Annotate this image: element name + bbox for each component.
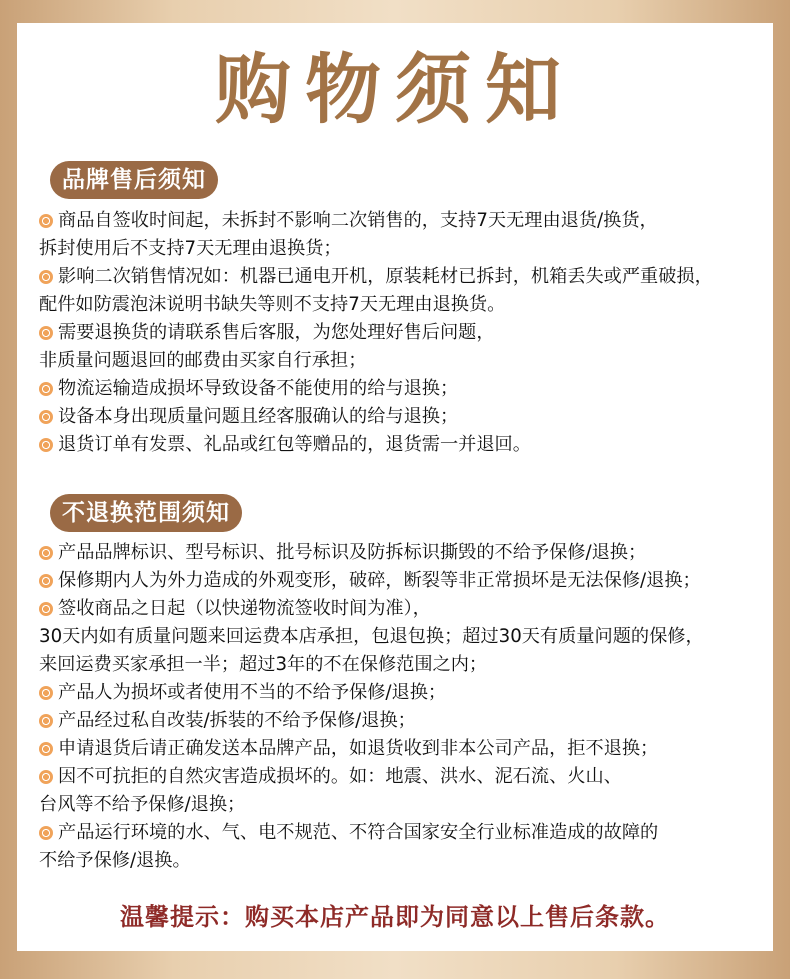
bullet-icon: [39, 326, 53, 340]
bullet-icon: [39, 742, 53, 756]
list-item: [39, 207, 769, 235]
list-item-text: 台风等不给予保修/退换；: [39, 794, 246, 815]
list-item-text: 退货订单有发票、礼品或红包等赠品的，退货需一并退回。: [58, 434, 531, 455]
list-item: [39, 347, 769, 375]
list-item-text: 不给予保修/退换。: [39, 850, 191, 871]
list-item: [39, 403, 769, 431]
bullet-icon: [39, 714, 53, 728]
bullet-icon: [39, 602, 53, 616]
list-item-text: 拆封使用后不支持7天无理由退换货；: [39, 238, 342, 259]
section-heading-after-sales: 品牌售后须知: [50, 161, 218, 199]
list-item: [39, 431, 769, 459]
bullet-icon: [39, 574, 53, 588]
list-item-text: 商品自签收时间起，未拆封不影响二次销售的，支持7天无理由退货/换货，: [58, 210, 658, 231]
list-item: [39, 847, 769, 875]
list-item: [39, 567, 769, 595]
bullet-icon: [39, 686, 53, 700]
list-item: [39, 375, 769, 403]
list-item: [39, 263, 769, 291]
bullet-icon: [39, 438, 53, 452]
list-item: [39, 291, 769, 319]
list-item: [39, 651, 769, 679]
list-item: [39, 735, 769, 763]
list-item-text: 非质量问题退回的邮费由买家自行承担；: [39, 350, 367, 371]
no-return-list: [39, 539, 769, 875]
list-item-text: 影响二次销售情况如：机器已通电开机，原装耗材已拆封，机箱丢失或严重破损，: [58, 266, 713, 287]
list-item-text: 产品品牌标识、型号标识、批号标识及防拆标识撕毁的不给予保修/退换；: [58, 542, 647, 563]
after-sales-list: [39, 207, 769, 459]
bullet-icon: [39, 214, 53, 228]
list-item-text: 产品经过私自改装/拆装的不给予保修/退换；: [58, 710, 416, 731]
list-item: [39, 595, 769, 623]
list-item-text: 来回运费买家承担一半；超过3年的不在保修范围之内；: [39, 654, 488, 675]
list-item: [39, 819, 769, 847]
list-item-text: 物流运输造成损坏导致设备不能使用的给与退换；: [58, 378, 459, 399]
list-item-text: 申请退货后请正确发送本品牌产品，如退货收到非本公司产品，拒不退换；: [58, 738, 659, 759]
bullet-icon: [39, 270, 53, 284]
list-item-text: 产品人为损坏或者使用不当的不给予保修/退换；: [58, 682, 447, 703]
list-item: [39, 679, 769, 707]
section-heading-no-return: 不退换范围须知: [50, 494, 242, 532]
bullet-icon: [39, 770, 53, 784]
list-item-text: 因不可抗拒的自然灾害造成损坏的。如：地震、洪水、泥石流、火山、: [58, 766, 622, 787]
list-item: [39, 319, 769, 347]
bullet-icon: [39, 382, 53, 396]
list-item: [39, 623, 769, 651]
footer-note: 温馨提示：购买本店产品即为同意以上售后条款。: [120, 903, 670, 931]
list-item: [39, 763, 769, 791]
bullet-icon: [39, 410, 53, 424]
list-item: [39, 707, 769, 735]
page-title: 购物须知: [215, 45, 575, 134]
list-item: [39, 235, 769, 263]
list-item: [39, 539, 769, 567]
list-item-text: 签收商品之日起（以快递物流签收时间为准），: [58, 598, 431, 619]
list-item-text: 配件如防震泡沫说明书缺失等则不支持7天无理由退换货。: [39, 294, 506, 315]
bullet-icon: [39, 826, 53, 840]
list-item-text: 30天内如有质量问题来回运费本店承担，包退包换；超过30天有质量问题的保修，: [39, 626, 704, 647]
bullet-icon: [39, 546, 53, 560]
list-item-text: 保修期内人为外力造成的外观变形，破碎，断裂等非正常损坏是无法保修/退换；: [58, 570, 701, 591]
list-item: [39, 791, 769, 819]
list-item-text: 产品运行环境的水、气、电不规范、不符合国家安全行业标准造成的故障的: [58, 822, 659, 843]
list-item-text: 设备本身出现质量问题且经客服确认的给与退换；: [58, 406, 459, 427]
notice-card: [17, 23, 773, 951]
list-item-text: 需要退换货的请联系售后客服，为您处理好售后问题，: [58, 322, 495, 343]
